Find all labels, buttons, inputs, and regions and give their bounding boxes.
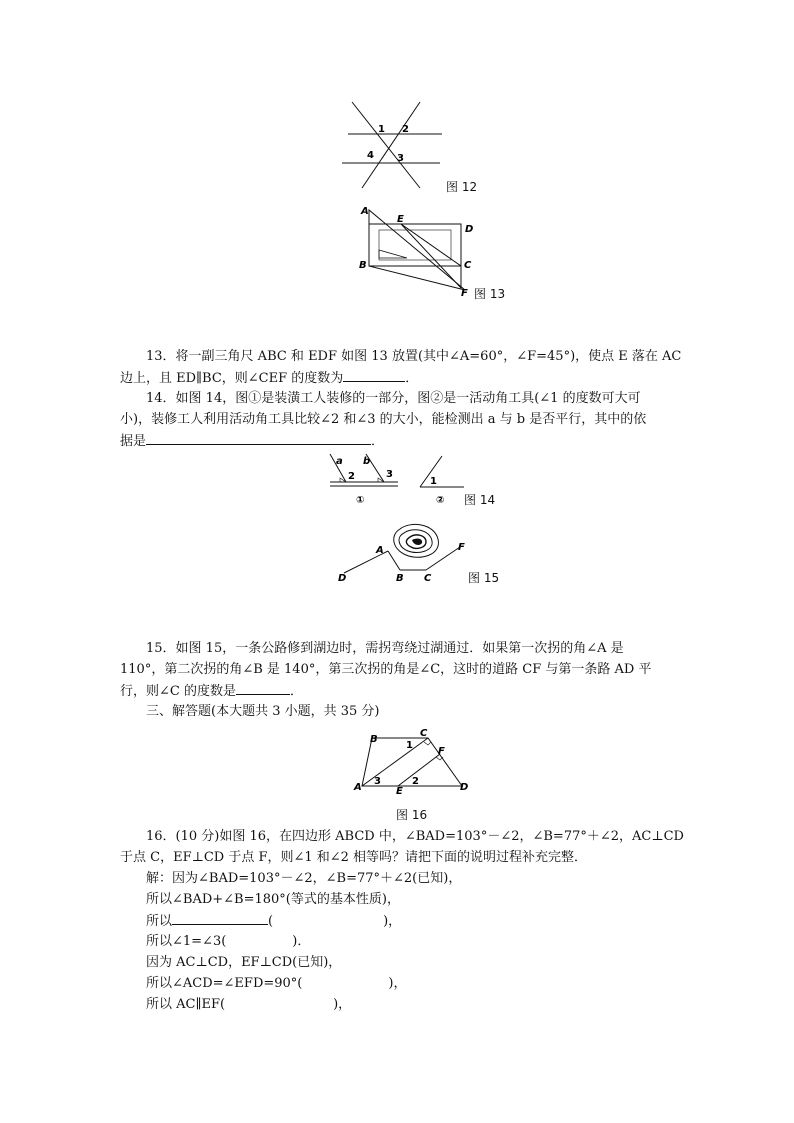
- angle-3-label: 3: [374, 776, 381, 787]
- figure-15: [334, 515, 474, 587]
- point-f-label: F: [461, 288, 468, 299]
- question-16-line-1: 16．(10 分)如图 16，在四边形 ABCD 中，∠BAD=103°－∠2，∠B=77°＋∠2，AC⊥CD: [146, 829, 684, 844]
- figure-13-caption: 图 13: [474, 287, 506, 301]
- question-14-line-2: 小)，装修工人利用活动角工具比较∠2 和∠3 的大小，能检测出 a 与 b 是否平行，其中的依: [120, 412, 647, 427]
- angle-2-label: 2: [348, 471, 355, 482]
- point-b-label: B: [359, 260, 367, 271]
- point-f-label: F: [458, 542, 465, 553]
- angle-2-label: 2: [412, 776, 419, 787]
- solution-step-7: 所以 AC∥EF( )，: [146, 997, 352, 1012]
- line-a-label: a: [336, 456, 343, 467]
- point-b-label: B: [370, 734, 378, 745]
- figure-14-caption: 图 14: [464, 493, 496, 507]
- point-e-label: E: [397, 214, 404, 225]
- point-f-label: F: [438, 746, 445, 757]
- section-3-heading: 三、解答题(本大题共 3 小题，共 35 分): [146, 704, 380, 719]
- question-13-line-1: 13．将一副三角尺 ABC 和 EDF 如图 13 放置(其中∠A=60°，∠F=45°)，使点 E 落在 AC: [146, 349, 682, 364]
- point-a-label: A: [354, 782, 362, 793]
- angle-1-label: 1: [406, 740, 413, 751]
- angle-2-label: 2: [402, 124, 409, 135]
- solution-step-1: 解：因为∠BAD=103°－∠2，∠B=77°＋∠2(已知)，: [146, 871, 462, 886]
- figure-13: [355, 202, 480, 300]
- solution-step-2: 所以∠BAD+∠B=180°(等式的基本性质)，: [146, 892, 400, 907]
- angle-4-label: 4: [367, 150, 374, 161]
- question-15-line-3: 行，则∠C 的度数是 ．: [120, 680, 680, 702]
- figure-16: [350, 724, 475, 794]
- angle-3-label: 3: [386, 469, 393, 480]
- angle-3-label: 3: [397, 153, 404, 164]
- angle-1-label: 1: [378, 124, 385, 135]
- point-a-label: A: [361, 206, 369, 217]
- answer-blank-15[interactable]: [236, 680, 290, 695]
- line-b-label: b: [363, 456, 371, 467]
- answer-blank-14[interactable]: [146, 430, 371, 445]
- question-15-line-2: 110°，第二次拐的角∠B 是 140°，第三次拐的角是∠C，这时的道路 CF 与第一条路 AD 平: [120, 662, 652, 677]
- point-e-label: E: [396, 786, 403, 794]
- part-1-label: ①: [356, 495, 365, 506]
- point-d-label: D: [465, 224, 474, 235]
- solution-step-4: 所以∠1=∠3( )．: [146, 934, 311, 949]
- point-c-label: C: [464, 260, 472, 271]
- solution-step-6: 所以∠ACD=∠EFD=90°( )，: [146, 976, 407, 991]
- point-c-label: C: [424, 573, 432, 584]
- point-b-label: B: [396, 573, 404, 584]
- figure-14: [326, 450, 476, 510]
- point-d-label: D: [338, 573, 347, 584]
- solution-step-5: 因为 AC⊥CD，EF⊥CD(已知)，: [146, 955, 342, 970]
- point-a-label: A: [376, 545, 384, 556]
- question-13-line-2: 边上，且 ED∥BC，则∠CEF 的度数为 ．: [120, 367, 680, 389]
- question-14-line-1: 14．如图 14，图①是装潢工人装修的一部分，图②是一活动角工具(∠1 的度数可大可: [146, 391, 641, 406]
- point-c-label: C: [420, 728, 428, 739]
- figure-16-caption: 图 16: [396, 808, 428, 822]
- solution-step-3: 所以 ( )，: [120, 910, 680, 932]
- angle-1-label: 1: [430, 476, 437, 487]
- figure-15-caption: 图 15: [468, 571, 500, 585]
- figure-12: [340, 98, 450, 193]
- answer-blank-16-1[interactable]: [172, 910, 268, 925]
- question-14-line-3: 据是 ．: [120, 430, 680, 452]
- question-15-line-1: 15．如图 15，一条公路修到湖边时，需拐弯绕过湖通过．如果第一次拐的角∠A 是: [146, 641, 624, 656]
- part-2-label: ②: [436, 495, 445, 506]
- point-d-label: D: [460, 782, 469, 793]
- answer-blank-13[interactable]: [343, 367, 405, 382]
- question-16-line-2: 于点 C，EF⊥CD 于点 F，则∠1 和∠2 相等吗？请把下面的说明过程补充完整．: [120, 850, 588, 865]
- figure-12-caption: 图 12: [446, 180, 478, 194]
